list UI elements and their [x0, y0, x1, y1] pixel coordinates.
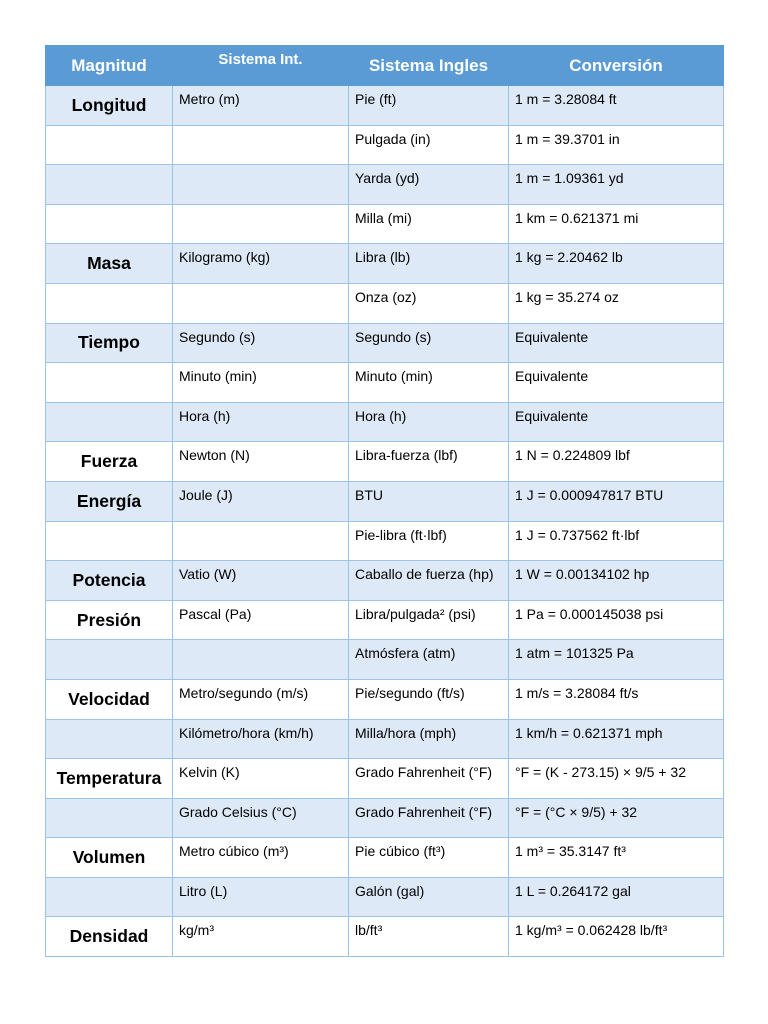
cell-sistema-ingles: Pie (ft) — [349, 86, 509, 126]
cell-sistema-int: Kelvin (K) — [173, 759, 349, 799]
cell-sistema-ingles: Grado Fahrenheit (°F) — [349, 759, 509, 799]
cell-sistema-ingles: Milla/hora (mph) — [349, 719, 509, 759]
table-row — [46, 600, 724, 640]
cell-sistema-ingles: Hora (h) — [349, 402, 509, 442]
table-row — [46, 481, 724, 521]
cell-sistema-ingles: Yarda (yd) — [349, 165, 509, 205]
cell-magnitud — [46, 402, 173, 442]
table-row — [46, 838, 724, 878]
table-row — [46, 640, 724, 680]
cell-sistema-int: Minuto (min) — [173, 363, 349, 403]
cell-sistema-ingles: Pulgada (in) — [349, 125, 509, 165]
header-conversion: Conversión — [509, 46, 724, 86]
cell-sistema-ingles: Libra/pulgada² (psi) — [349, 600, 509, 640]
cell-magnitud: Velocidad — [46, 679, 173, 719]
cell-sistema-int: Joule (J) — [173, 481, 349, 521]
cell-sistema-ingles: Pie/segundo (ft/s) — [349, 679, 509, 719]
table-row — [46, 877, 724, 917]
cell-sistema-ingles: lb/ft³ — [349, 917, 509, 957]
cell-magnitud — [46, 283, 173, 323]
cell-magnitud — [46, 204, 173, 244]
cell-sistema-int: Vatio (W) — [173, 561, 349, 601]
table-row — [46, 165, 724, 205]
cell-sistema-ingles: Segundo (s) — [349, 323, 509, 363]
cell-conversion: 1 atm = 101325 Pa — [509, 640, 724, 680]
cell-conversion: 1 Pa = 0.000145038 psi — [509, 600, 724, 640]
cell-sistema-int: Grado Celsius (°C) — [173, 798, 349, 838]
cell-sistema-int: Metro (m) — [173, 86, 349, 126]
cell-sistema-int: Segundo (s) — [173, 323, 349, 363]
cell-magnitud — [46, 125, 173, 165]
cell-conversion: 1 m = 3.28084 ft — [509, 86, 724, 126]
table-row — [46, 442, 724, 482]
cell-magnitud — [46, 877, 173, 917]
cell-magnitud: Masa — [46, 244, 173, 284]
table-body — [46, 86, 724, 957]
cell-sistema-int: Kilómetro/hora (km/h) — [173, 719, 349, 759]
cell-sistema-int — [173, 165, 349, 205]
cell-conversion: 1 L = 0.264172 gal — [509, 877, 724, 917]
table-row — [46, 679, 724, 719]
cell-magnitud: Longitud — [46, 86, 173, 126]
table-row — [46, 283, 724, 323]
cell-magnitud — [46, 521, 173, 561]
cell-magnitud: Fuerza — [46, 442, 173, 482]
table-row — [46, 917, 724, 957]
cell-sistema-int: Newton (N) — [173, 442, 349, 482]
header-magnitud: Magnitud — [46, 46, 173, 86]
cell-magnitud — [46, 640, 173, 680]
cell-conversion: 1 km/h = 0.621371 mph — [509, 719, 724, 759]
conversion-table — [45, 45, 724, 957]
cell-conversion: Equivalente — [509, 402, 724, 442]
table-row — [46, 759, 724, 799]
table-row — [46, 125, 724, 165]
cell-conversion: 1 kg/m³ = 0.062428 lb/ft³ — [509, 917, 724, 957]
table-row — [46, 204, 724, 244]
cell-sistema-ingles: Grado Fahrenheit (°F) — [349, 798, 509, 838]
cell-conversion: Equivalente — [509, 323, 724, 363]
cell-magnitud: Tiempo — [46, 323, 173, 363]
cell-sistema-int — [173, 283, 349, 323]
cell-conversion: 1 km = 0.621371 mi — [509, 204, 724, 244]
cell-sistema-ingles: Minuto (min) — [349, 363, 509, 403]
cell-conversion: 1 N = 0.224809 lbf — [509, 442, 724, 482]
table-row — [46, 363, 724, 403]
cell-magnitud: Volumen — [46, 838, 173, 878]
cell-sistema-ingles: Atmósfera (atm) — [349, 640, 509, 680]
cell-magnitud: Temperatura — [46, 759, 173, 799]
cell-magnitud: Potencia — [46, 561, 173, 601]
table-row — [46, 402, 724, 442]
header-sistema-ingles: Sistema Ingles — [349, 46, 509, 86]
table-header — [46, 46, 724, 86]
cell-conversion: 1 kg = 2.20462 lb — [509, 244, 724, 284]
cell-sistema-ingles: Onza (oz) — [349, 283, 509, 323]
cell-conversion: 1 m = 39.3701 in — [509, 125, 724, 165]
cell-sistema-ingles: Milla (mi) — [349, 204, 509, 244]
cell-magnitud — [46, 719, 173, 759]
header-sistema-int: Sistema Int. — [173, 46, 349, 86]
cell-sistema-int: Kilogramo (kg) — [173, 244, 349, 284]
cell-magnitud: Densidad — [46, 917, 173, 957]
cell-sistema-ingles: Caballo de fuerza (hp) — [349, 561, 509, 601]
cell-sistema-ingles: Pie-libra (ft·lbf) — [349, 521, 509, 561]
cell-sistema-int: Litro (L) — [173, 877, 349, 917]
cell-sistema-int: kg/m³ — [173, 917, 349, 957]
cell-sistema-int: Metro/segundo (m/s) — [173, 679, 349, 719]
table-row — [46, 521, 724, 561]
cell-magnitud — [46, 798, 173, 838]
cell-sistema-ingles: Libra (lb) — [349, 244, 509, 284]
cell-conversion: 1 J = 0.000947817 BTU — [509, 481, 724, 521]
table-row — [46, 561, 724, 601]
table-row — [46, 798, 724, 838]
cell-sistema-int — [173, 204, 349, 244]
table-row — [46, 323, 724, 363]
cell-conversion: 1 W = 0.00134102 hp — [509, 561, 724, 601]
cell-sistema-int — [173, 521, 349, 561]
table-row — [46, 86, 724, 126]
cell-conversion: 1 m/s = 3.28084 ft/s — [509, 679, 724, 719]
cell-sistema-ingles: Pie cúbico (ft³) — [349, 838, 509, 878]
cell-conversion: Equivalente — [509, 363, 724, 403]
cell-conversion: 1 m³ = 35.3147 ft³ — [509, 838, 724, 878]
cell-sistema-int — [173, 125, 349, 165]
table-row — [46, 719, 724, 759]
cell-sistema-ingles: Libra-fuerza (lbf) — [349, 442, 509, 482]
cell-sistema-int: Pascal (Pa) — [173, 600, 349, 640]
cell-conversion: °F = (K - 273.15) × 9/5 + 32 — [509, 759, 724, 799]
cell-conversion: °F = (°C × 9/5) + 32 — [509, 798, 724, 838]
cell-sistema-ingles: BTU — [349, 481, 509, 521]
cell-magnitud: Presión — [46, 600, 173, 640]
cell-magnitud — [46, 363, 173, 403]
cell-magnitud: Energía — [46, 481, 173, 521]
cell-sistema-ingles: Galón (gal) — [349, 877, 509, 917]
cell-conversion: 1 J = 0.737562 ft·lbf — [509, 521, 724, 561]
cell-sistema-int: Metro cúbico (m³) — [173, 838, 349, 878]
cell-conversion: 1 kg = 35.274 oz — [509, 283, 724, 323]
cell-sistema-int: Hora (h) — [173, 402, 349, 442]
cell-sistema-int — [173, 640, 349, 680]
table-row — [46, 244, 724, 284]
header-row — [46, 46, 724, 86]
cell-conversion: 1 m = 1.09361 yd — [509, 165, 724, 205]
cell-magnitud — [46, 165, 173, 205]
